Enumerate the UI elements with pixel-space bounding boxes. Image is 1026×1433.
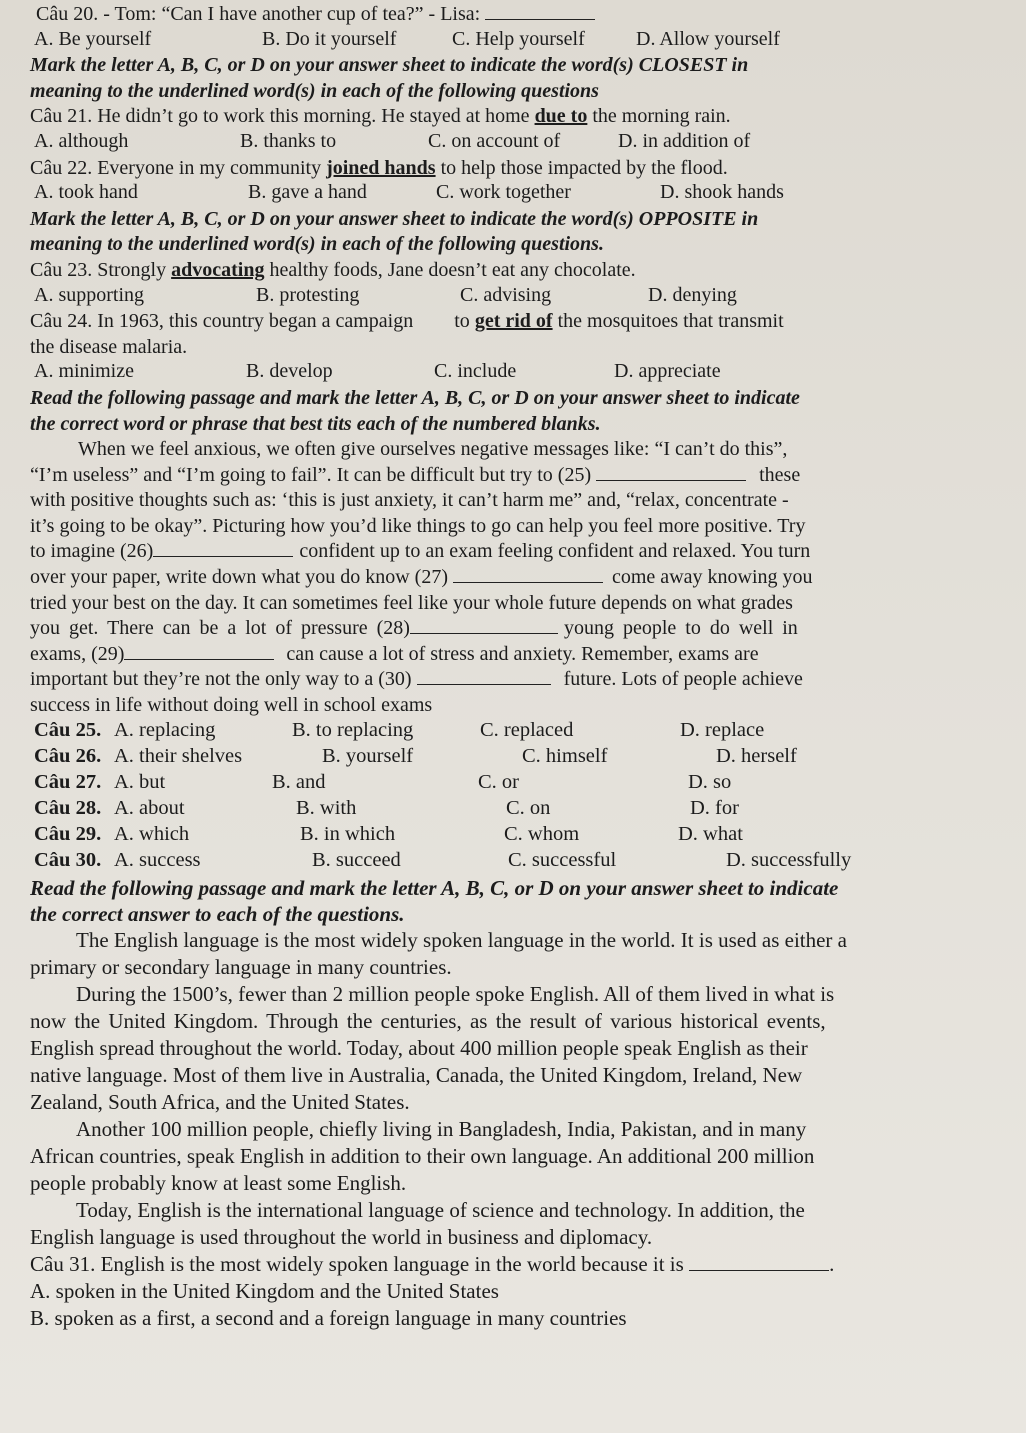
blank-28[interactable] (410, 633, 558, 634)
q26-option-c[interactable]: C. himself (522, 744, 608, 767)
passage2-line: primary or secondary language in many countries. (30, 954, 452, 979)
passage2-line: Today, English is the international language of science and technology. In addition, the (76, 1197, 805, 1222)
passage1-line: to imagine (26) confident up to an exam feeling confident and relaxed. You turn (30, 540, 811, 563)
passage-1 (30, 437, 992, 719)
q26-row (30, 745, 992, 771)
q29-option-a[interactable]: A. which (114, 822, 190, 845)
passage1-line: success in life without doing well in school exams (30, 694, 433, 717)
q27-option-a[interactable]: A. but (114, 770, 166, 793)
q20-options (30, 28, 992, 54)
q28-option-a[interactable]: A. about (114, 796, 185, 819)
q29-option-d[interactable]: D. what (678, 822, 743, 845)
passage2-line: Zealand, South Africa, and the United States. (30, 1089, 410, 1114)
q26-option-d[interactable]: D. herself (716, 744, 797, 767)
q21-options (30, 130, 992, 156)
blank-30[interactable] (417, 684, 551, 685)
q28-option-b[interactable]: B. with (296, 796, 357, 819)
q24-option-d[interactable]: D. appreciate (614, 360, 721, 383)
q20-option-a[interactable]: A. Be yourself (34, 27, 152, 50)
passage1-line: When we feel anxious, we often give ourselves negative messages like: “I can’t do this”, (78, 438, 788, 461)
instruction-passage1-line1: Read the following passage and mark the letter A, B, C, or D on your answer sheet to indicate (30, 386, 800, 409)
q31-option-a[interactable]: A. spoken in the United Kingdom and the United States (30, 1278, 499, 1303)
q25-option-a[interactable]: A. replacing (114, 718, 216, 741)
q29-option-c[interactable]: C. whom (504, 822, 580, 845)
q23-stem: Câu 23. Strongly advocating healthy foods, Jane doesn’t eat any chocolate. (30, 258, 636, 281)
q23-option-d[interactable]: D. denying (648, 283, 737, 306)
q23-options (30, 284, 992, 310)
q29-row (30, 823, 992, 849)
q24-option-a[interactable]: A. minimize (34, 360, 134, 383)
q21-option-c[interactable]: C. on account of (428, 129, 561, 152)
instruction-passage2-line1: Read the following passage and mark the letter A, B, C, or D on your answer sheet to indicate (30, 875, 839, 900)
passage2-line: native language. Most of them live in Australia, Canada, the United Kingdom, Ireland, New (30, 1062, 803, 1087)
q22-options (30, 181, 992, 207)
q30-option-d[interactable]: D. successfully (726, 848, 852, 871)
q30-row (30, 849, 992, 875)
q28-label: Câu 28. (34, 796, 102, 819)
passage1-line: it’s going to be okay”. Picturing how you’d like things to go can help you feel more positive. Try (30, 514, 806, 537)
instruction-opposite-line1: Mark the letter A, B, C, or D on your answer sheet to indicate the word(s) OPPOSITE in (30, 207, 759, 230)
q22-underlined-word: joined hands (326, 156, 436, 179)
q22-stem: Câu 22. Everyone in my community joined hands to help those impacted by the flood. (30, 156, 728, 179)
q24-underlined-word: get rid of (474, 310, 553, 333)
passage2-line: English language is used throughout the world in business and diplomacy. (30, 1224, 653, 1249)
instruction-opposite-line2: meaning to the underlined word(s) in each of the following questions. (30, 233, 604, 256)
blank-27[interactable] (453, 582, 603, 583)
passage1-line: you get. There can be a lot of pressure (28) young people to do well in (30, 617, 798, 640)
q25-label: Câu 25. (34, 718, 102, 741)
passage2-line: English spread throughout the world. Today, about 400 million people speak English as their (30, 1035, 808, 1060)
q31-option-b[interactable]: B. spoken as a first, a second and a foreign language in many countries (30, 1305, 627, 1330)
q28-option-c[interactable]: C. on (506, 796, 551, 819)
passage1-line: tried your best on the day. It can sometimes feel like your whole future depends on what grades (30, 591, 793, 614)
q23-option-c[interactable]: C. advising (460, 283, 552, 306)
q25-row (30, 719, 992, 745)
instruction-passage1-line2: the correct word or phrase that best tits each of the numbered blanks. (30, 412, 601, 435)
q27-label: Câu 27. (34, 770, 102, 793)
q27-row (30, 771, 992, 797)
passage-2 (30, 927, 992, 1251)
passage2-line: Another 100 million people, chiefly living in Bangladesh, India, Pakistan, and in many (76, 1116, 807, 1141)
q23-option-a[interactable]: A. supporting (34, 283, 144, 306)
q30-option-b[interactable]: B. succeed (312, 848, 401, 871)
q26-option-a[interactable]: A. their shelves (114, 744, 243, 767)
passage1-line: exams, (29) can cause a lot of stress and anxiety. Remember, exams are (30, 642, 759, 665)
q26-option-b[interactable]: B. yourself (322, 744, 414, 767)
passage1-line: over your paper, write down what you do know (27) come away knowing you (30, 566, 813, 589)
passage2-line: During the 1500’s, fewer than 2 million people spoke English. All of them lived in what is (76, 981, 835, 1006)
q29-label: Câu 29. (34, 822, 102, 845)
q21-underlined-word: due to (534, 105, 588, 128)
q23-underlined-word: advocating (171, 258, 265, 281)
passage2-line: people probably know at least some English. (30, 1170, 407, 1195)
q30-label: Câu 30. (34, 848, 102, 871)
q23-option-b[interactable]: B. protesting (256, 283, 360, 306)
q22-option-a[interactable]: A. took hand (34, 181, 138, 204)
q31-stem: Câu 31. English is the most widely spoken language in the world because it is . (30, 1251, 835, 1276)
blank-29[interactable] (124, 659, 274, 660)
q20-option-b[interactable]: B. Do it yourself (262, 27, 397, 50)
instruction-passage2-line2: the correct answer to each of the questions. (30, 901, 405, 926)
passage1-line: important but they’re not the only way to a (30) future. Lots of people achieve (30, 668, 803, 691)
q24-option-b[interactable]: B. develop (246, 360, 333, 383)
q25-option-b[interactable]: B. to replacing (292, 718, 414, 741)
q28-row (30, 797, 992, 823)
instruction-closest-line1: Mark the letter A, B, C, or D on your answer sheet to indicate the word(s) CLOSEST in (30, 54, 749, 77)
q30-option-a[interactable]: A. success (114, 848, 201, 871)
q21-option-b[interactable]: B. thanks to (240, 129, 337, 152)
q27-option-d[interactable]: D. so (688, 770, 732, 793)
q21-option-d[interactable]: D. in addition of (618, 129, 751, 152)
q22-option-c[interactable]: C. work together (436, 181, 571, 204)
blank-26[interactable] (153, 556, 293, 557)
q24-options (30, 360, 992, 386)
q26-label: Câu 26. (34, 744, 102, 767)
q20-option-d[interactable]: D. Allow yourself (636, 27, 780, 50)
q20-option-c[interactable]: C. Help yourself (452, 27, 585, 50)
q22-option-b[interactable]: B. gave a hand (248, 181, 367, 204)
q27-option-b[interactable]: B. and (272, 770, 326, 793)
q24-stem: Câu 24. In 1963, this country began a campaign to get rid of the mosquitoes that transmit (30, 310, 784, 333)
q27-option-c[interactable]: C. or (478, 770, 519, 793)
q24-option-c[interactable]: C. include (434, 360, 517, 383)
q21-option-a[interactable]: A. although (34, 129, 129, 152)
q29-option-b[interactable]: B. in which (300, 822, 396, 845)
instruction-closest-line2: meaning to the underlined word(s) in each of the following questions (30, 79, 599, 102)
blank-25[interactable] (596, 480, 746, 481)
passage2-line: now the United Kingdom. Through the centuries, as the result of various historical events, (30, 1008, 826, 1033)
q21-stem: Câu 21. He didn’t go to work this morning. He stayed at home due to the morning rain. (30, 105, 731, 128)
passage1-line: with positive thoughts such as: ‘this is just anxiety, it can’t harm me” and, “relax, concentrate - (30, 489, 789, 512)
q20-stem: Câu 20. - Tom: “Can I have another cup of tea?” - Lisa: (36, 2, 992, 28)
q25-option-c[interactable]: C. replaced (480, 718, 574, 741)
q30-option-c[interactable]: C. successful (508, 848, 617, 871)
q22-option-d[interactable]: D. shook hands (660, 181, 784, 204)
q24-stem-line2: the disease malaria. (30, 335, 188, 358)
q28-option-d[interactable]: D. for (690, 796, 739, 819)
q25-option-d[interactable]: D. replace (680, 718, 765, 741)
passage2-line: The English language is the most widely spoken language in the world. It is used as either a (76, 927, 847, 952)
passage2-line: African countries, speak English in addition to their own language. An additional 200 million (30, 1143, 815, 1168)
passage1-line: “I’m useless” and “I’m going to fail”. It can be difficult but try to (25) these (30, 463, 801, 486)
